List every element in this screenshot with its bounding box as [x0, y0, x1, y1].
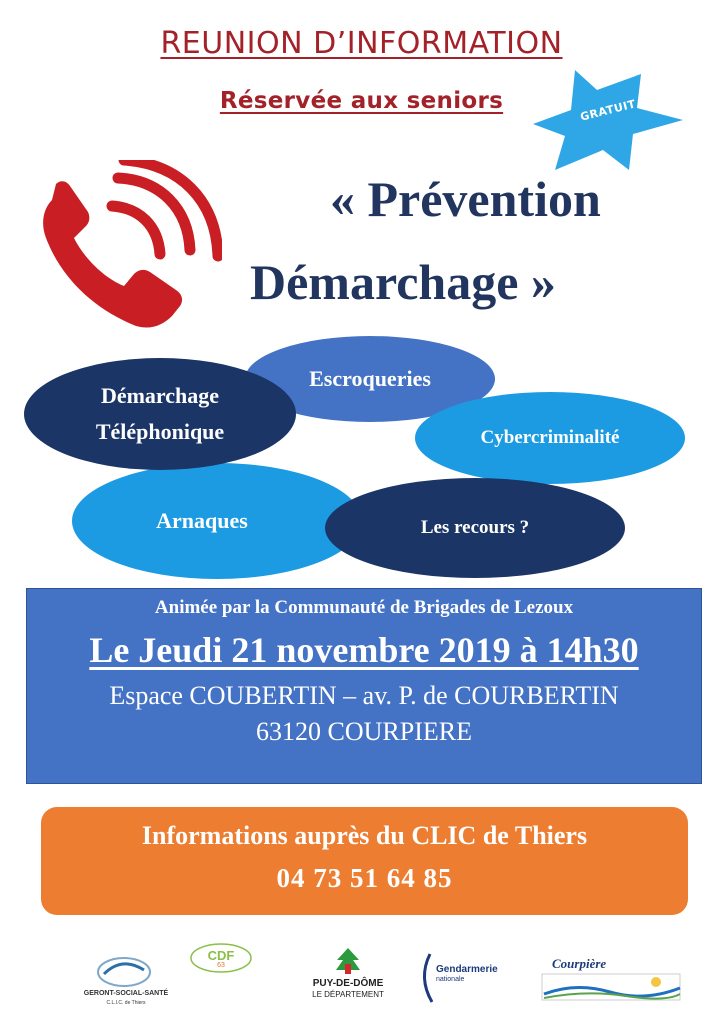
gendarmerie-logo	[416, 950, 498, 1006]
contact-phone[interactable]: 04 73 51 64 85	[276, 863, 453, 893]
geront-logo-text: GERONT-SOCIAL-SANTÉ	[83, 990, 169, 997]
courpiere-logo-text: Courpière	[552, 956, 607, 971]
cdf-logo	[186, 940, 256, 980]
headline-line1: « Prévention	[330, 171, 601, 227]
puy-de-dome-logo	[306, 946, 390, 1012]
cdf-logo-text: CDF	[207, 948, 235, 963]
courpiere-logo	[536, 956, 686, 1006]
topic-demarchage-line2: Téléphonique	[95, 419, 225, 444]
event-address-line2: 63120 COURPIERE	[256, 717, 472, 746]
topic-cyber-label: Cybercriminalité	[480, 427, 620, 448]
headline-line2: Démarchage »	[250, 254, 556, 310]
event-host: Animée par la Communauté de Brigades de Lezoux	[154, 597, 574, 618]
badge-label: GRATUIT	[578, 97, 638, 124]
event-info-box	[26, 588, 702, 784]
phone-icon	[32, 160, 222, 330]
topic-demarchage-line1: Démarchage	[100, 383, 220, 408]
gendarmerie-logo-subtext: nationale	[436, 976, 465, 983]
contact-box	[41, 807, 688, 915]
bird-logo-icon	[94, 950, 154, 990]
event-date: Le Jeudi 21 novembre 2019 à 14h30	[89, 630, 639, 670]
topic-cybercriminalite	[415, 392, 685, 484]
cdf-logo-number: 63	[217, 962, 225, 969]
contact-label: Informations auprès du CLIC de Thiers	[141, 821, 588, 850]
topic-demarchage-telephonique	[24, 358, 296, 470]
topic-recours	[325, 478, 625, 578]
page-subtitle: Réservée aux seniors	[219, 88, 504, 114]
page-title: REUNION D’INFORMATION	[160, 26, 563, 61]
geront-logo-subtext: C.L.I.C. de Thiers	[106, 1000, 146, 1006]
puy-logo-line2: LE DÉPARTEMENT	[312, 990, 384, 999]
topic-arnaques-label: Arnaques	[156, 508, 248, 533]
tree-logo-icon	[333, 946, 363, 976]
star-badge-icon	[533, 70, 685, 172]
river-logo-icon	[536, 972, 686, 1004]
gendarmerie-logo-text: Gendarmerie	[436, 964, 498, 975]
puy-logo-line1: PUY-DE-DÔME	[312, 978, 384, 989]
event-address-line1: Espace COUBERTIN – av. P. de COURBERTIN	[109, 681, 619, 710]
topic-recours-label: Les recours ?	[420, 517, 530, 538]
geront-social-sante-logo	[76, 950, 176, 1010]
topic-escroqueries-label: Escroqueries	[309, 366, 431, 391]
topic-arnaques	[72, 463, 362, 579]
